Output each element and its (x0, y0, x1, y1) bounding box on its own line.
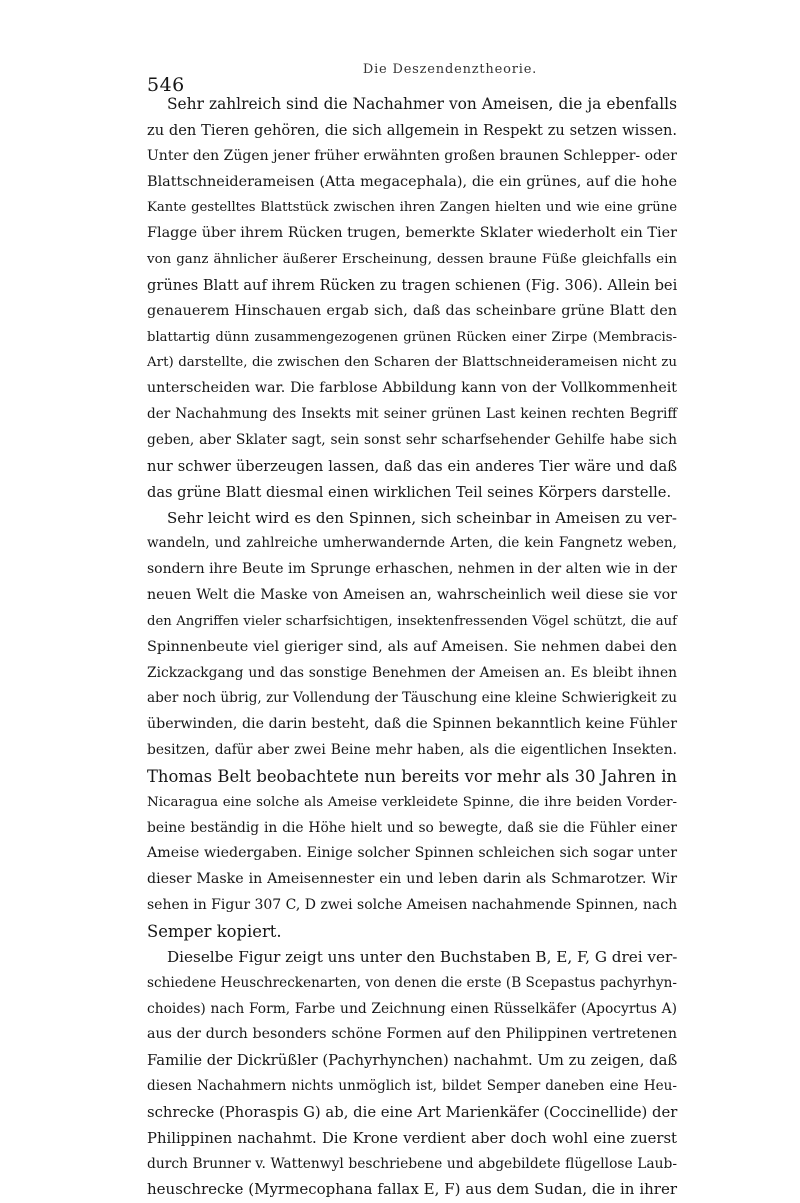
text-line: geben, aber Sklater sagt, sein sonst sehr scharfsehender Gehilfe habe sich (147, 431, 677, 448)
page-header (0, 0, 800, 96)
text-line: dieser Maske in Ameisennester ein und leben darin als Schmarotzer. Wir (147, 871, 677, 888)
text-line: wandeln, und zahlreiche umherwandernde Arten, die kein Fangnetz weben, (147, 535, 677, 552)
text-line: Semper kopiert. (147, 922, 282, 941)
text-line: der Nachahmung des Insekts mit seiner grünen Last keinen rechten Begriff (147, 406, 677, 423)
text-line: Sehr zahlreich sind die Nachahmer von Ameisen, die ja ebenfalls (167, 95, 677, 113)
text-line: aus der durch besonders schöne Formen auf den Philippinen vertretenen (147, 1026, 677, 1043)
text-line: Kante gestelltes Blattstück zwischen ihren Zangen hielten und wie eine grüne (147, 200, 677, 216)
text-line: Art) darstellte, die zwischen den Scharen der Blattschneiderameisen nicht zu (147, 355, 677, 371)
text-line: choides) nach Form, Farbe und Zeichnung einen Rüsselkäfer (Apocyrtus A) (147, 1000, 677, 1017)
text-line: genauerem Hinschauen ergab sich, daß das scheinbare grüne Blatt den (147, 302, 677, 319)
text-line: Thomas Belt beobachtete nun bereits vor mehr als 30 Jahren in (147, 766, 677, 786)
text-line: besitzen, dafür aber zwei Beine mehr haben, als die eigentlichen Insekten. (147, 742, 677, 759)
text-line: nur schwer überzeugen lassen, daß das ein anderes Tier wäre und daß (147, 457, 677, 475)
text-line: sehen in Figur 307 C, D zwei solche Ameisen nachahmende Spinnen, nach (147, 897, 678, 914)
text-line: heuschrecke (Myrmecophana fallax E, F) aus dem Sudan, die in ihrer (147, 1180, 677, 1199)
text-line: Spinnenbeute viel gieriger sind, als auf Ameisen. Sie nehmen dabei den (147, 638, 677, 655)
text-line: Sehr leicht wird es den Spinnen, sich scheinbar in Ameisen zu ver- (167, 508, 677, 527)
text-line: zu den Tieren gehören, die sich allgemein in Respekt zu setzen wissen. (147, 121, 677, 139)
text-line: neuen Welt die Maske von Ameisen an, wahrscheinlich weil diese sie vor (147, 587, 677, 604)
text-line: blattartig dünn zusammengezogenen grünen Rücken einer Zirpe (Membracis- (147, 329, 677, 345)
text-line: aber noch übrig, zur Vollendung der Täuschung eine kleine Schwierigkeit zu (147, 690, 677, 707)
text-line: Zickzackgang und das sonstige Benehmen der Ameisen an. Es bleibt ihnen (147, 664, 677, 681)
text-line: grünes Blatt auf ihrem Rücken zu tragen schienen (Fig. 306). Allein bei (147, 276, 678, 294)
text-line: unterscheiden war. Die farblose Abbildung kann von der Vollkommenheit (147, 380, 677, 397)
text-line: durch Brunner v. Wattenwyl beschriebene und abgebildete flügellose Laub- (147, 1155, 677, 1172)
text-line: Flagge über ihrem Rücken trugen, bemerkte Sklater wiederholt ein Tier (147, 225, 677, 242)
page-number: 546 (147, 74, 185, 96)
body-text (147, 92, 677, 1203)
text-line: schiedene Heuschreckenarten, von denen die erste (B Scepastus pachyrhyn- (147, 974, 677, 991)
text-line: Dieselbe Figur zeigt uns unter den Buchstaben B, E, F, G drei ver- (167, 947, 678, 966)
text-line: Blattschneiderameisen (Atta megacephala), die ein grünes, auf die hohe (147, 173, 677, 190)
text-line: Nicaragua eine solche als Ameise verkleidete Spinne, die ihre beiden Vorder- (147, 794, 677, 810)
text-line: schrecke (Phoraspis G) ab, die eine Art Marienkäfer (Coccinellide) der (147, 1103, 678, 1121)
text-line: das grüne Blatt diesmal einen wirklichen Teil seines Körpers darstelle. (147, 483, 672, 501)
text-line: diesen Nachahmern nichts unmöglich ist, bildet Semper daneben eine Heu- (147, 1078, 677, 1095)
text-line: Unter den Zügen jener früher erwähnten großen braunen Schlepper- oder (147, 147, 677, 164)
text-line: beine beständig in die Höhe hielt und so bewegte, daß sie die Fühler einer (147, 819, 677, 836)
text-line: von ganz ähnlicher äußerer Erscheinung, dessen braune Füße gleichfalls ein (147, 252, 677, 268)
text-line: den Angriffen vieler scharfsichtigen, insektenfressenden Vögel schützt, die auf (147, 613, 677, 629)
text-line: sondern ihre Beute im Sprunge erhaschen, nehmen in der alten wie in der (147, 561, 677, 578)
text-line: Familie der Dickrüßler (Pachyrhynchen) nachahmt. Um zu zeigen, daß (147, 1052, 678, 1070)
text-line: überwinden, die darin besteht, daß die Spinnen bekanntlich keine Fühler (147, 716, 677, 733)
text-line: Ameise wiedergaben. Einige solcher Spinnen schleichen sich sogar unter (147, 845, 677, 862)
text-line: Philippinen nachahmt. Die Krone verdient aber doch wohl eine zuerst (147, 1129, 677, 1147)
running-title: Die Deszendenztheorie. (362, 62, 538, 77)
